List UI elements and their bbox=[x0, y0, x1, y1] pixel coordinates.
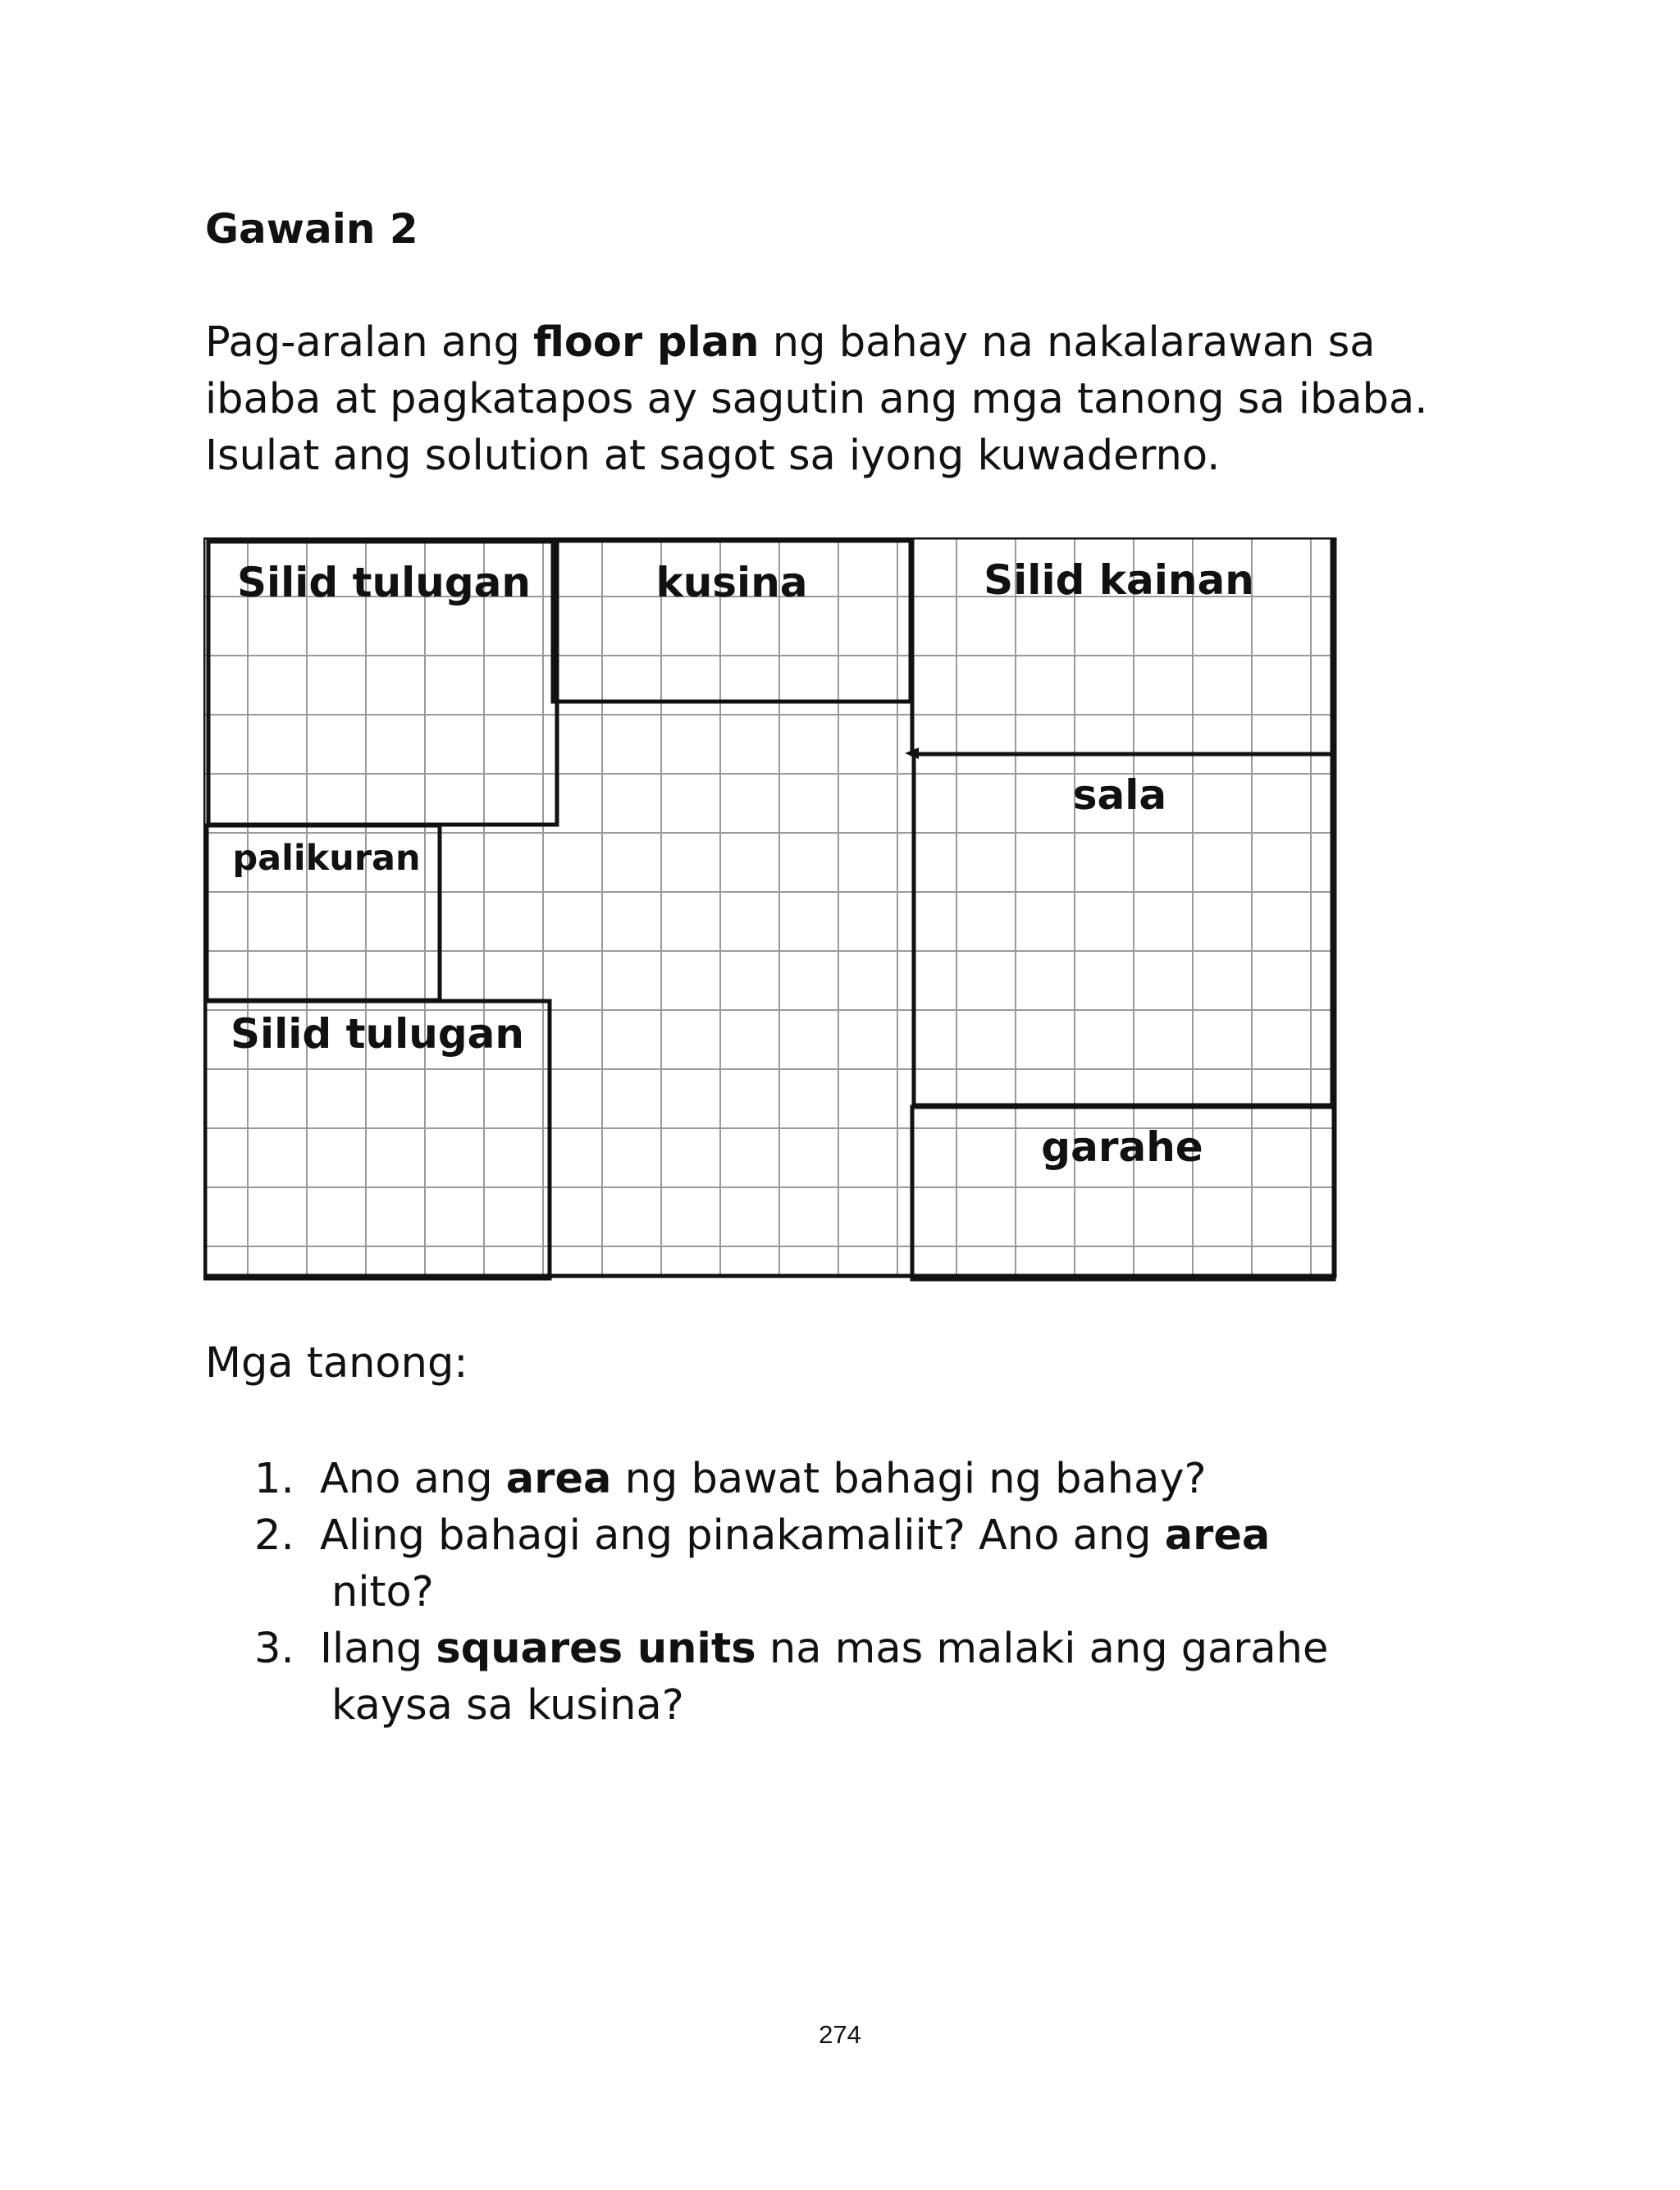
question-bold-term: area bbox=[1164, 1511, 1271, 1560]
instructions-bold-term: floor plan bbox=[533, 318, 760, 367]
questions-heading: Mga tanong: bbox=[205, 1339, 468, 1388]
question-number: 3. bbox=[254, 1625, 294, 1673]
room-label-bedroom-1: Silid tulugan bbox=[237, 559, 531, 606]
room-label-bedroom-2: Silid tulugan bbox=[231, 1010, 524, 1058]
room-label-toilet: palikuran bbox=[232, 838, 421, 879]
question-number: 1. bbox=[254, 1455, 294, 1503]
question-continuation: nito? bbox=[331, 1568, 434, 1616]
room-label-living: sala bbox=[1072, 771, 1167, 819]
question-item bbox=[254, 1451, 1444, 1507]
question-item bbox=[254, 1507, 1444, 1621]
activity-title: Gawain 2 bbox=[205, 205, 418, 253]
question-bold-term: squares units bbox=[436, 1625, 756, 1673]
instructions-text-2: ng bahay na nakalarawan sa ibaba at pagkatapos ay sagutin ang mga tanong sa ibaba. Isulat ang solution at sagot sa iyong kuwaderno. bbox=[205, 318, 1428, 480]
questions-list bbox=[254, 1451, 1444, 1734]
instructions-text-1: Pag-aralan ang bbox=[205, 318, 534, 367]
question-continuation: kaysa sa kusina? bbox=[331, 1681, 684, 1730]
question-text: Aling bahagi ang pinakamaliit? Ano ang bbox=[320, 1511, 1165, 1560]
question-number: 2. bbox=[254, 1511, 294, 1560]
room-label-garage: garahe bbox=[1041, 1123, 1203, 1171]
room-label-dining: Silid kainan bbox=[984, 556, 1254, 604]
page-number: 274 bbox=[819, 2020, 861, 2049]
question-text: Ano ang bbox=[320, 1455, 506, 1503]
instructions bbox=[205, 314, 1436, 484]
question-item bbox=[254, 1621, 1444, 1734]
question-text: na mas malaki ang garahe bbox=[756, 1625, 1329, 1673]
question-text: ng bawat bahagi ng bahay? bbox=[611, 1455, 1207, 1503]
floor-plan bbox=[203, 537, 1352, 1292]
room-label-kitchen: kusina bbox=[655, 559, 808, 606]
question-bold-term: area bbox=[505, 1455, 612, 1503]
question-text: Ilang bbox=[320, 1625, 436, 1673]
floor-plan-grid bbox=[203, 537, 1352, 1292]
